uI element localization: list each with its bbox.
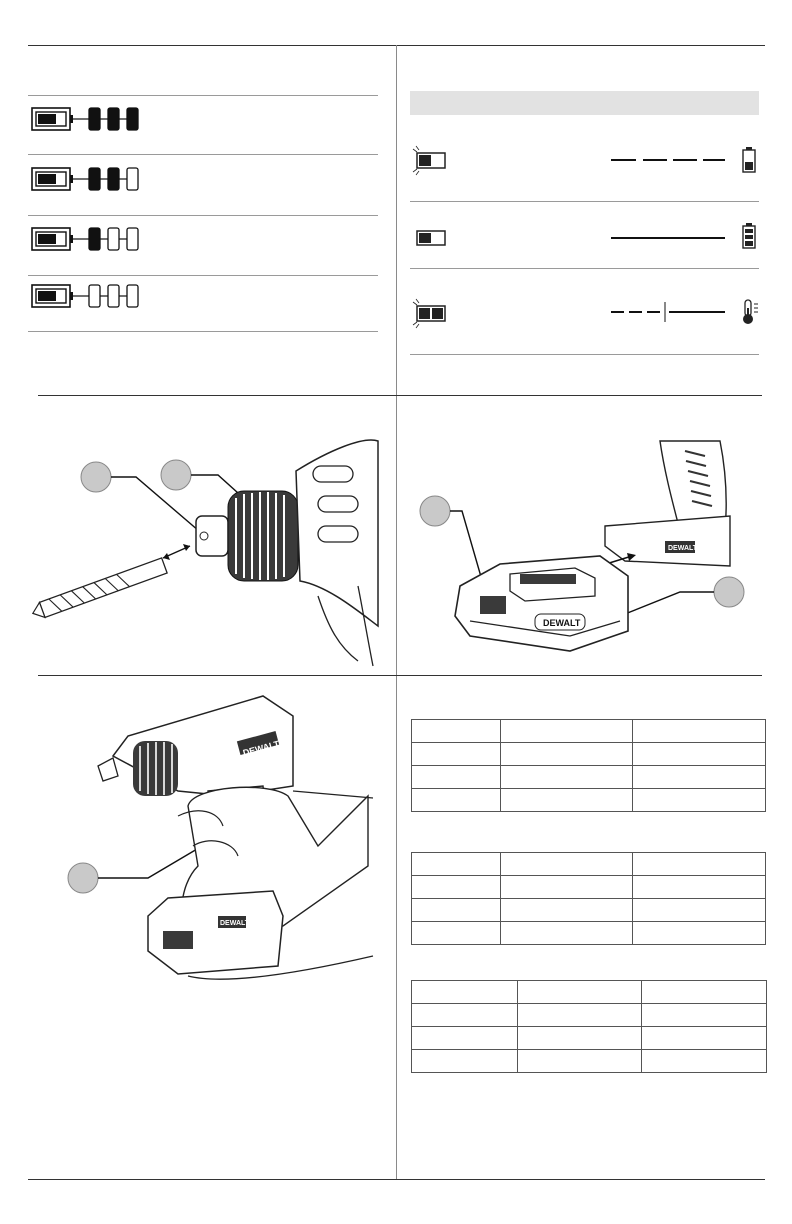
table-cell — [412, 899, 501, 922]
charging-indicator-row — [413, 146, 755, 175]
table-cell — [412, 1027, 518, 1050]
table-cell — [412, 1050, 518, 1073]
table-cell — [518, 1027, 642, 1050]
table-header-band — [410, 91, 759, 115]
table-cell — [518, 1004, 642, 1027]
table-cell — [633, 853, 766, 876]
battery-pack — [148, 891, 283, 974]
thermometer-icon — [743, 300, 758, 324]
gauge-segment-lit — [89, 168, 100, 190]
gauge-segment-lit — [108, 108, 119, 130]
table-cell — [633, 789, 766, 812]
battery-icon — [32, 108, 73, 130]
full-indicator-row — [417, 223, 755, 248]
table-cell — [501, 766, 633, 789]
table-cell — [518, 1050, 642, 1073]
center-divider — [396, 45, 397, 1179]
callout-1 — [420, 496, 450, 526]
brand-mark-tool: DEWALT — [668, 545, 698, 552]
table-cell — [412, 1004, 518, 1027]
gauge-segment-off — [127, 285, 138, 307]
gauge-segment-lit — [89, 228, 100, 250]
table-cell — [412, 720, 501, 743]
table-cell — [633, 922, 766, 945]
spec-table — [411, 719, 766, 812]
charger-light-double-blink-icon — [413, 299, 445, 328]
battery-full-icon — [743, 223, 755, 248]
tool-handle — [605, 441, 730, 566]
table-row — [412, 899, 766, 922]
table-row — [412, 1004, 767, 1027]
drill-body — [98, 696, 293, 796]
drill-bit — [30, 558, 167, 621]
table-row — [412, 1027, 767, 1050]
table-row — [412, 981, 767, 1004]
spec-table — [411, 980, 767, 1073]
drill-housing — [296, 440, 378, 626]
gauge-segment-lit — [89, 108, 100, 130]
bit-install-figure — [28, 396, 393, 674]
table-cell — [633, 876, 766, 899]
table-cell — [412, 853, 501, 876]
table-cell — [412, 876, 501, 899]
table-row — [412, 1050, 767, 1073]
gauge-segment-lit — [127, 108, 138, 130]
battery-icon — [32, 168, 73, 190]
chuck — [196, 491, 298, 581]
table-cell — [501, 720, 633, 743]
table-cell — [412, 743, 501, 766]
fuel-gauge-row — [32, 285, 138, 307]
charger-light-steady-icon — [417, 231, 445, 245]
battery-icon — [32, 228, 73, 250]
table-row — [412, 853, 766, 876]
gauge-segment-off — [108, 285, 119, 307]
gauge-segment-off — [89, 285, 100, 307]
callout-1 — [68, 863, 98, 893]
brand-mark-drill: DEWALT — [241, 738, 281, 759]
table-cell — [412, 766, 501, 789]
table-cell — [642, 1027, 767, 1050]
battery-charging-icon — [743, 147, 755, 172]
table-cell — [501, 876, 633, 899]
table-cell — [642, 981, 767, 1004]
brand-mark-battery: DEWALT — [543, 618, 581, 628]
table-row — [412, 922, 766, 945]
table-cell — [518, 981, 642, 1004]
hot-cold-indicator-row — [413, 299, 758, 328]
table-cell — [412, 922, 501, 945]
table-cell — [633, 899, 766, 922]
table-cell — [642, 1004, 767, 1027]
table-cell — [501, 899, 633, 922]
charger-light-blink-icon — [413, 146, 445, 175]
fuel-gauge-row — [32, 108, 138, 130]
battery-icon — [32, 285, 73, 307]
table-row — [412, 720, 766, 743]
table-cell — [633, 743, 766, 766]
table-row — [412, 789, 766, 812]
battery-install-figure — [400, 396, 760, 674]
table-cell — [501, 853, 633, 876]
callout-2 — [161, 460, 191, 490]
gauge-segment-off — [127, 228, 138, 250]
bottom-rule — [28, 1179, 765, 1180]
charger-indicator-diagram — [410, 140, 760, 340]
spec-table — [411, 852, 766, 945]
fuel-gauge-row — [32, 228, 138, 250]
table-cell — [501, 789, 633, 812]
table-cell — [642, 1050, 767, 1073]
fuel-gauge-diagram — [28, 95, 188, 331]
table-row — [412, 876, 766, 899]
fuel-gauge-row — [32, 168, 138, 190]
gauge-segment-off — [127, 168, 138, 190]
table-row — [412, 766, 766, 789]
tool-grip-figure — [28, 676, 388, 1006]
callout-2 — [714, 577, 744, 607]
gauge-segment-off — [108, 228, 119, 250]
table-cell — [501, 743, 633, 766]
callout-1 — [81, 462, 111, 492]
table-cell — [633, 766, 766, 789]
battery-pack — [455, 556, 628, 651]
gauge-segment-lit — [108, 168, 119, 190]
mid-rule-right-2 — [396, 675, 762, 676]
table-cell — [412, 981, 518, 1004]
table-cell — [412, 789, 501, 812]
brand-mark-battery: DEWALT — [220, 920, 250, 927]
table-cell — [501, 922, 633, 945]
table-cell — [633, 720, 766, 743]
dashed-then-solid-pattern — [611, 302, 725, 322]
table-row — [412, 743, 766, 766]
